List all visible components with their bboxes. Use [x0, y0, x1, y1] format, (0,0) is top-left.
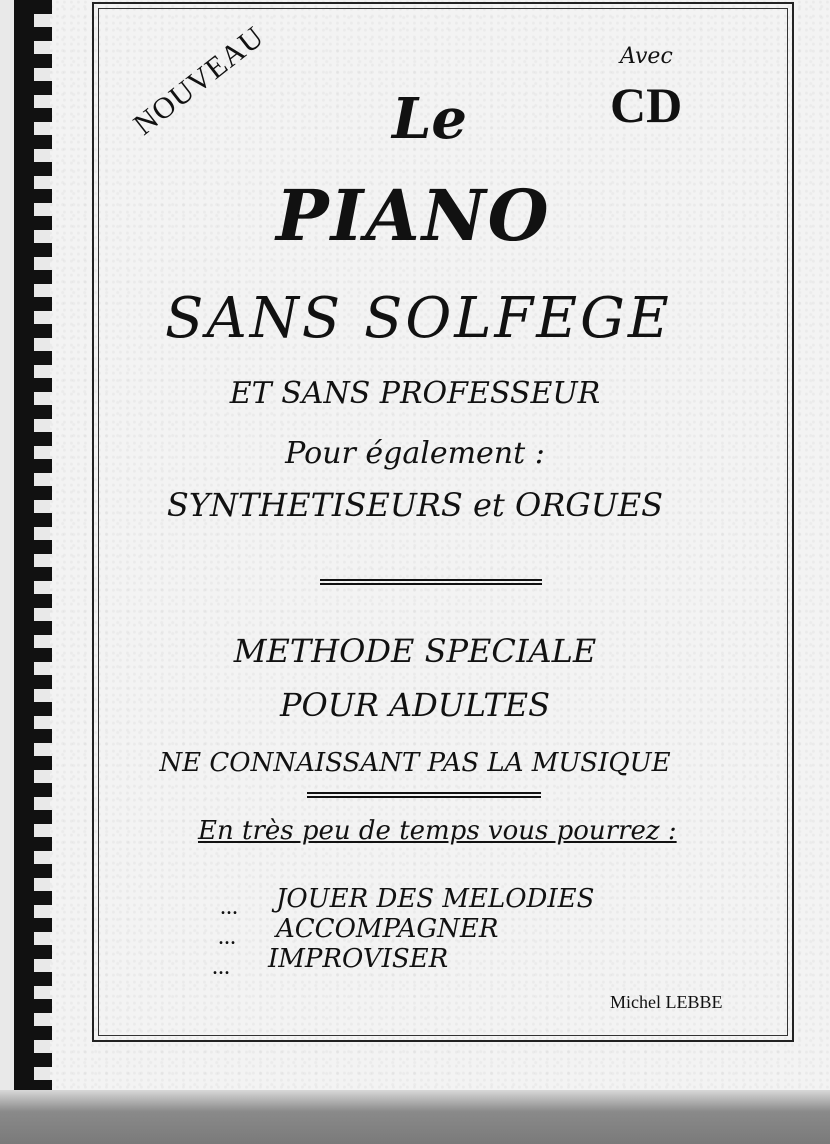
title-le: Le	[392, 86, 468, 152]
spiral-binding	[0, 0, 50, 1100]
bullet-item: ACCOMPAGNER	[276, 914, 499, 944]
method-line-1: METHODE SPECIALE	[233, 632, 597, 670]
bullet-prefix: ...	[218, 924, 236, 950]
title-piano: PIANO	[276, 174, 551, 257]
bullet-item: JOUER DES MELODIES	[276, 884, 595, 914]
subtitle-pour-egalement: Pour également :	[285, 436, 545, 471]
method-line-2: POUR ADULTES	[280, 686, 550, 724]
author-name: Michel LEBBE	[610, 992, 723, 1012]
cd-prefix: Avec	[620, 44, 673, 69]
method-line-3: NE CONNAISSANT PAS LA MUSIQUE	[159, 748, 671, 778]
subtitle-synthetiseurs: SYNTHETISEURS et ORGUES	[166, 486, 664, 524]
binding-spine	[14, 0, 34, 1100]
new-badge: NOUVEAU	[127, 19, 271, 142]
divider-bottom	[307, 792, 541, 798]
binding-teeth	[34, 0, 52, 1100]
page-shadow	[0, 1090, 830, 1144]
bullet-prefix: ...	[220, 894, 238, 920]
promise-heading: En très peu de temps vous pourrez :	[198, 816, 677, 846]
subtitle-sans-professeur: ET SANS PROFESSEUR	[229, 376, 601, 411]
divider-top	[320, 579, 542, 585]
bullet-item: IMPROVISER	[268, 944, 449, 974]
title-sans-solfege: SANS SOLFEGE	[165, 286, 672, 351]
bullet-prefix: ...	[212, 954, 230, 980]
cd-label: CD	[610, 77, 683, 133]
